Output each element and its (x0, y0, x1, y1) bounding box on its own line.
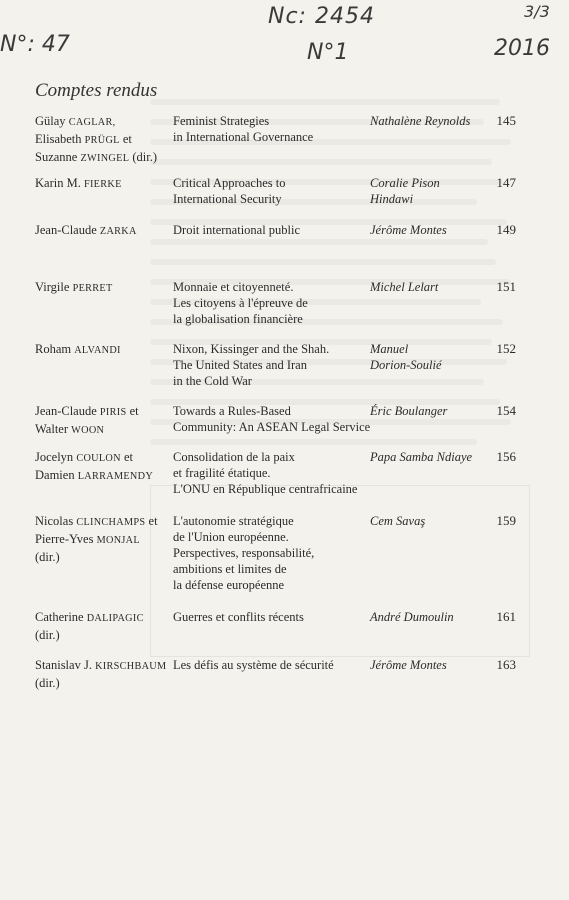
entry-book-title: Guerres et conflits récents (173, 610, 304, 624)
handwritten-fraction: 3/3 (524, 2, 550, 21)
entry-reviewer: Coralie Pison Hindawi (370, 176, 440, 206)
handwritten-issue-number: N°1 (307, 40, 349, 65)
entry-book-title: Feminist Strategies in International Governance (173, 114, 314, 144)
entry-page-number: 149 (496, 222, 516, 237)
entry-page-number: 154 (496, 403, 516, 418)
entry-authors: Jean-Claude ZARKA (35, 223, 137, 237)
entry-authors: Nicolas CLINCHAMPS et Pierre-Yves MONJAL (dir.) (35, 514, 158, 564)
entry-book-title: Les défis au système de sécurité (173, 658, 334, 672)
entry-book-title: Nixon, Kissinger and the Shah. The United States and Iran in the Cold War (173, 342, 330, 388)
entry-authors: Karin M. FIERKE (35, 176, 122, 190)
handwritten-year: 2016 (494, 36, 550, 61)
entry-page-number: 156 (496, 449, 516, 464)
entry-page-number: 151 (496, 279, 516, 294)
entry-book-title: Droit international public (173, 223, 301, 237)
entry-book-title: L'autonomie stratégique de l'Union européenne. Perspectives, responsabilité, ambitions et limites de la défense européenne (173, 514, 315, 592)
entry-reviewer: Jérôme Montes (370, 223, 447, 237)
entry-reviewer: Manuel Dorion-Soulié (370, 342, 442, 372)
entry-reviewer: Jérôme Montes (370, 658, 447, 672)
entry-reviewer: Michel Lelart (370, 280, 439, 294)
entry-page-number: 161 (496, 609, 516, 624)
entry-page-number: 145 (496, 113, 516, 128)
entry-book-title: Monnaie et citoyenneté. Les citoyens à l'épreuve de la globalisation financière (173, 280, 308, 326)
entry-authors: Virgile PERRET (35, 280, 113, 294)
handwritten-accession-number: Nc: 2454 (268, 4, 375, 29)
entry-authors: Catherine DALIPAGIC (dir.) (35, 610, 144, 642)
entry-page-number: 159 (496, 513, 516, 528)
entry-reviewer: Papa Samba Ndiaye (370, 450, 473, 464)
entry-book-title: Consolidation de la paix et fragilité étatique. L'ONU en République centrafricaine (173, 450, 358, 496)
entry-page-number: 147 (496, 175, 516, 190)
entry-authors: Stanislav J. KIRSCHBAUM (dir.) (35, 658, 167, 690)
entry-authors: Roham ALVANDI (35, 342, 121, 356)
entry-reviewer: André Dumoulin (370, 610, 454, 624)
entry-reviewer: Cem Savaş (370, 514, 426, 528)
entry-book-title: Towards a Rules-Based Community: An ASEAN Legal Service (173, 404, 371, 434)
entry-reviewer: Éric Boulanger (370, 404, 448, 418)
entry-authors: Gülay CAGLAR, Elisabeth PRÜGL et Suzanne ZWINGEL (dir.) (35, 114, 158, 164)
section-title: Comptes rendus (35, 80, 158, 101)
entry-authors: Jocelyn COULON et Damien LARRAMENDY (35, 450, 154, 482)
entry-book-title: Critical Approaches to International Security (173, 176, 286, 206)
entry-page-number: 152 (496, 341, 516, 356)
handwritten-left-number: N°: 47 (0, 32, 70, 57)
entry-page-number: 163 (496, 657, 516, 672)
entry-authors: Jean-Claude PIRIS et Walter WOON (35, 404, 139, 436)
entry-reviewer: Nathalène Reynolds (370, 114, 471, 128)
